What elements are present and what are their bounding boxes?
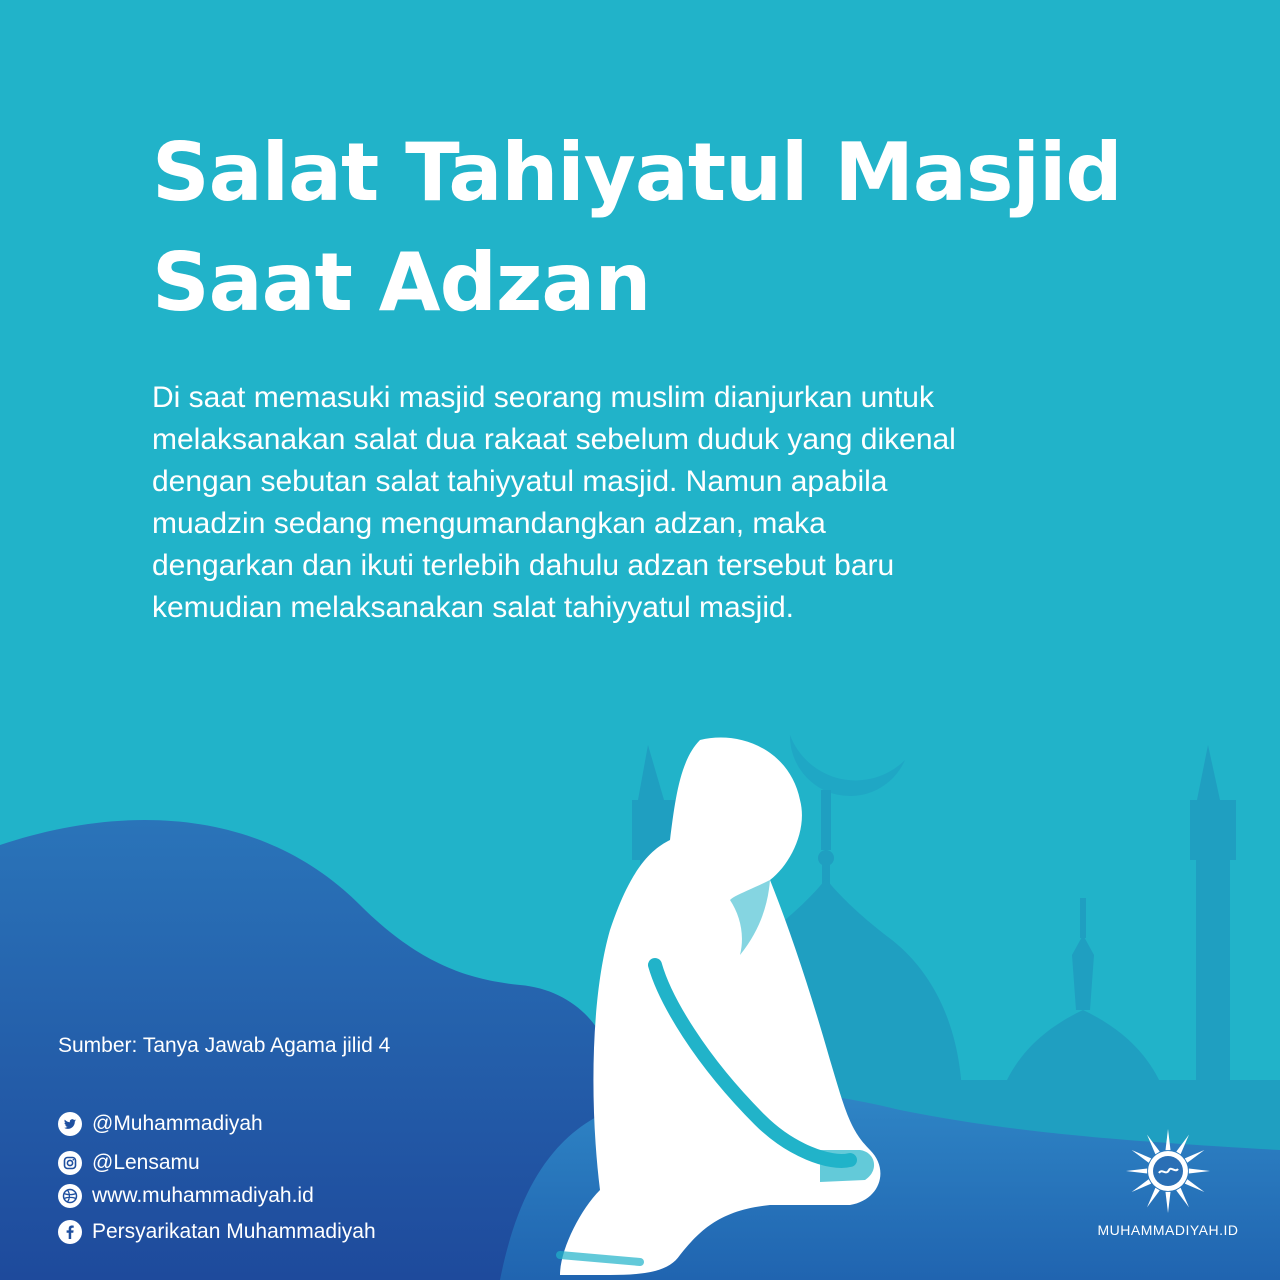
sun-ray xyxy=(1185,1179,1205,1192)
crescent-moon-icon xyxy=(790,735,905,796)
sun-ray xyxy=(1165,1192,1170,1213)
sun-ray xyxy=(1147,1135,1160,1155)
body-line: dengan sebutan salat tahiyyatul masjid. Namun apabila xyxy=(152,465,888,498)
globe-icon xyxy=(58,1184,82,1208)
body-line: melaksanakan salat dua rakaat sebelum duduk yang dikenal xyxy=(152,423,956,456)
title-line-2: Saat Adzan xyxy=(152,236,651,329)
twitter-icon xyxy=(58,1112,82,1136)
sun-ray xyxy=(1176,1188,1189,1208)
body-paragraph xyxy=(152,377,1152,629)
website-link: www.muhammadiyah.id xyxy=(92,1184,314,1207)
twitter-handle: @Muhammadiyah xyxy=(92,1112,263,1135)
instagram-icon xyxy=(58,1151,82,1175)
sun-ray xyxy=(1189,1168,1210,1173)
brand-label: MUHAMMADIYAH.ID xyxy=(1097,1222,1239,1238)
social-facebook[interactable] xyxy=(58,1220,376,1244)
social-website[interactable] xyxy=(58,1184,314,1208)
sun-ray xyxy=(1165,1129,1170,1150)
body-line: Di saat memasuki masjid seorang muslim dianjurkan untuk xyxy=(152,381,934,414)
title-line-1: Salat Tahiyatul Masjid xyxy=(152,126,1122,219)
sun-ray xyxy=(1126,1168,1147,1173)
sun-ray xyxy=(1185,1150,1205,1163)
instagram-handle: @Lensamu xyxy=(92,1151,200,1174)
sun-ray xyxy=(1132,1179,1152,1192)
body-line: kemudian melaksanakan salat tahiyyatul masjid. xyxy=(152,591,794,624)
brand-logo-block[interactable] xyxy=(1093,1128,1243,1238)
sun-ray xyxy=(1176,1135,1189,1155)
social-twitter[interactable] xyxy=(58,1112,263,1136)
sun-ray xyxy=(1132,1150,1152,1163)
social-instagram[interactable] xyxy=(58,1151,200,1175)
muhammadiyah-sun-logo xyxy=(1125,1128,1211,1214)
body-line: dengarkan dan ikuti terlebih dahulu adzan tersebut baru xyxy=(152,549,895,582)
facebook-icon xyxy=(58,1220,82,1244)
body-line: muadzin sedang mengumandangkan adzan, maka xyxy=(152,507,826,540)
sun-ray xyxy=(1147,1188,1160,1208)
page-title xyxy=(152,118,1122,338)
source-citation: Sumber: Tanya Jawab Agama jilid 4 xyxy=(58,1034,391,1057)
facebook-page: Persyarikatan Muhammadiyah xyxy=(92,1220,376,1243)
